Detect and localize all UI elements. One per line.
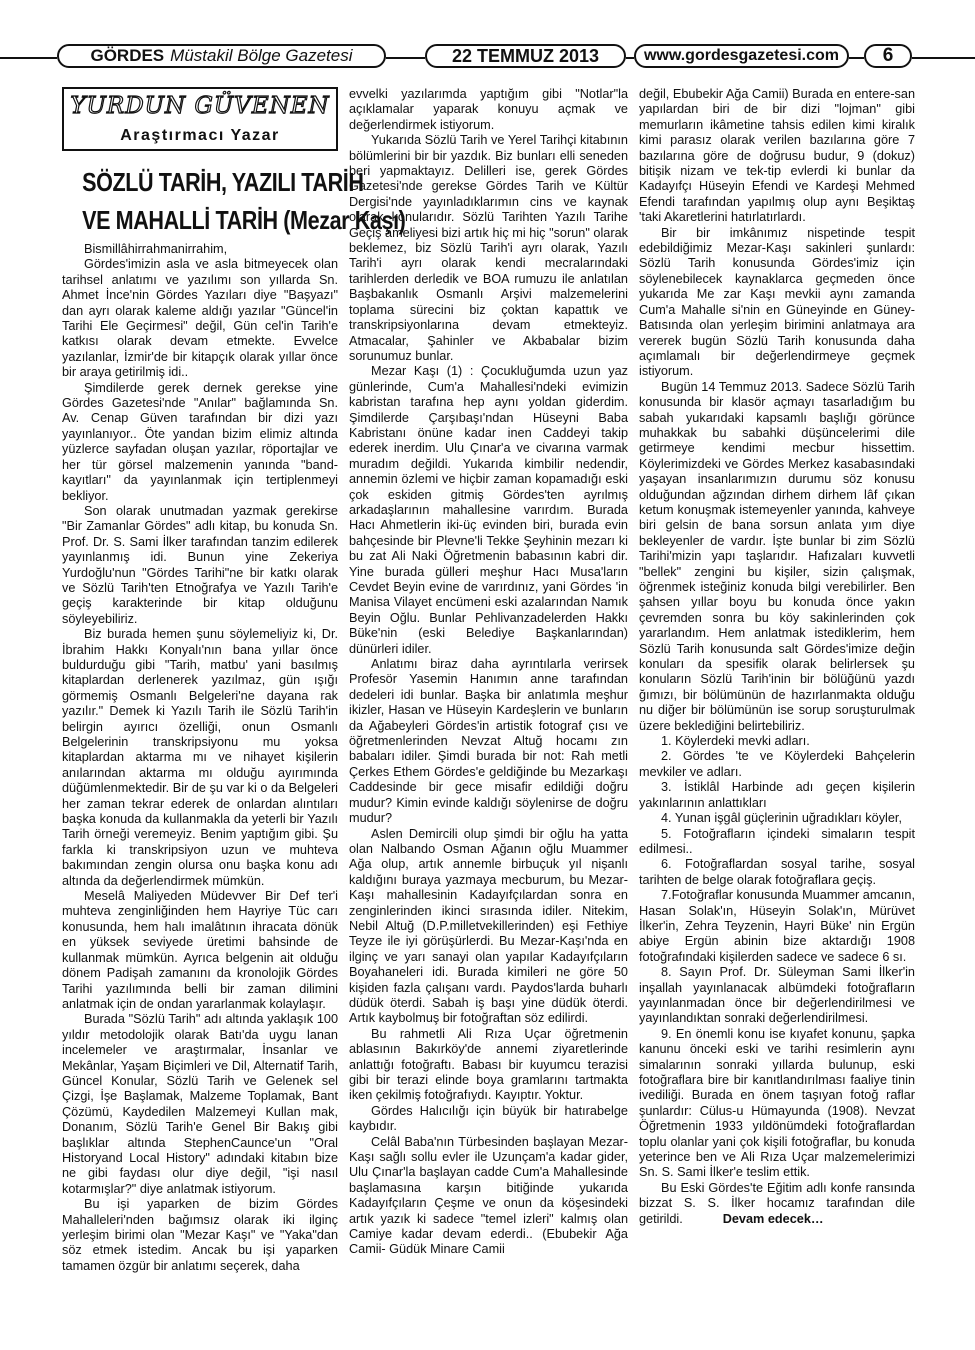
paragraph: Anlatımı biraz daha ayrıntılarla verirsek Profesör Yasemin Hanımın anne tarafından dedeleri idi bunlar. Başka bir anlatımla meşhur ikizler, Hasan ve Hüseyin Kardeşlerin ve bunların da Ağabeyleri Gördes'in artistik fotograf çısı ve öğretmenlerinden Nevzat Altuğ hocamı zın babaları idiler. Şimdi burada bir not: Rah metli Çerkes Ethem Gördes'e geldiğinde bu Mezarkaşı Caddesinde bir gece misafir edildiği doğru mudur? Kimin evinde kaldığı söylenirse de doğru mudur? bbox=[349, 657, 628, 826]
headline-line-2: VE MAHALLİ TARİH (Mezar Kaşı) bbox=[82, 205, 406, 235]
list-item: 3. İstiklâl Harbinde adı geçen kişilerin yakınlarının anlattıkları bbox=[639, 780, 915, 810]
paragraph: Son olarak unutmadan yazmak gerekirse "Bir Zamanlar Gördes" adlı kitap, bu konuda Sn. Prof. Dr. S. Sami İlker tarafından tanzim edilerek yayınlanmış idi. Bunun yine Zekeriya Yurdoğlu'nun "Gördes Tarihi"ne bir katkı olarak ve Sözlü Tarih'ten Etnoğrafya ve Yazılı Tarih'e geçiş karakterinde bir kitap olduğunu söyleyebiliriz. bbox=[62, 503, 338, 626]
paragraph: Bu işi yaparken de bizim Gördes Mahalleleri'nden bağımsız olarak iki ilginç yerleşim birimi olan "Mezar Kaşı" ve "Yaka"dan söz etmek istedim. Ancak bu işi yaparken tamamen özgür bir anlatımı seçerek, daha bbox=[62, 1197, 338, 1273]
paragraph: Aslen Demircili olup şimdi bir oğlu ha yatta olan Nalbando Osman Ağanın oğlu Muammer Ağa olup, artık annemle birbuçuk yıl nişanlı kaldığını buraya yazmaya mecburum, bu Mezar-Kaşı mahallesinin Kadayıfçılardan sonra en zenginlerinden ikinci sırasında idiler. Nitekim, Nebil Altuğ (D.P.milletvekillerinden) eşi Fethiye Teyze ile iyi görüşürlerdi. Bu Mezar-Kaşı'nda en ilginç ve yarı sanayi olan yapılar Kadayıfçıların Boyahaneleri idi. Burada kimileri ne göre 50 kişiden fazla çalışanı vardı. Paydos'larda buharlı düdük öterdi. Sabah iş başı yine düdük öterdi. Artık kaybolmuş bir fotoğraftan söz edilirdi. bbox=[349, 826, 628, 1026]
header-rule bbox=[386, 57, 425, 59]
paragraph: Şimdilerde gerek dernek gerekse yine Gördes Gazetesi'nde "Anılar" bağlamında Sn. Av. Cenap Güven tarafından bir dizi yazı yayınlanıyor.. Öte yandan bizim elimiz altında yüzlerce sayfadan oluşan yazılar, röportajlar ve her tür görsel malzemenin yanında "band-kayıtları" da yayınlanmak için tertiplenmeyi bekliyor. bbox=[62, 380, 338, 503]
paragraph: Mezar Kaşı (1) : Çocukluğumda uzun yaz günlerinde, Cum'a Mahallesi'ndeki evimizin kabristan tarafına hep aynı yoldan giderdim. Şimdilerde Çarşıbaşı'ndan Hüseyni Baba Kabristanı önüne kadar inen Caddeyi takip ederek inerdim. Ulu Çınar'a ve civarına varmak muradım değildi. Yukarıda kimbilir nedendir, annemin özlemi ve hiçbir zaman kopamadığı eski çok eskiden gitmiş Gördes'ten ayrılmış arkadaşlarının mahallesine varırdım. Burada Hacı Ahmetlerin iki-üç evinden biri, burada evin bahçesinde bir Plevne'li Tekke Şeyhinin mezarı ki bu zat Ali Naki Öğretmenin babasının kabri dir. Yine burada gülleri meşhur Hacı Musa'ların Cevdet Beyin evine de varırdınız, yani Gördes 'in Manisa Vilayet encümeni eski azalarından Namık Beyin Oğlu. Bunlar Pehlivanzadelerden Hakkı Büke'nin (eski Belediye Başkanlarından) dünürleri idiler. bbox=[349, 364, 628, 656]
paragraph: Gördes Halıcılığı için büyük bir hatırabelge kaybıdır. bbox=[349, 1103, 628, 1134]
paragraph: Bugün 14 Temmuz 2013. Sadece Sözlü Tarih konusunda bir klasör açmayı tasarladığım bu sabah yukarıdaki kapsamlı başlığı görünce muhakkak bu sabahki düşüncelerimi dile getirmeye kendimi mecbur hissettim. Köylerimizdeki ve Gördes Merkez kasabasındaki yaşayan insanlarımızın durumu söz konusu olduğundan ağzından dirhem dirhem lâf çıkan ketum konuşmak istemeyenler yanında, kahveye biri gelsin de bana sorsun anlata yım diye bekleyenler de vardır. İşte bunlar bi zim Sözlü Tarihi'mizin yapı taşlarıdır. Hafızaları kuvvetli "bellek" zengini bu kişiler, sizin çalışmak, öğrenmek isteğiniz konuda bilgi verebilirler. Ben şahsen yıllar boyu bu konuda önce yakın çevremden sonra bu köy sakinlerinden çok yararlandım. Hem anlatmak istediklerim, hem Sözlü Tarih konusunda salt Gördes'imize değin konuları da spesifik olarak belirlersek şu konuların Sözlü Tarih'inin bir bölüğünü yazdı ğımızı, bir bölümünün de hazırlanmakta olduğu nu diğer bir bölümünün ise sorup soruşturulmak üzere beklediğini belirtebiliriz. bbox=[639, 379, 915, 733]
header-rule bbox=[0, 57, 57, 59]
paper-title-pill bbox=[57, 44, 386, 68]
closing-paragraph bbox=[639, 1181, 915, 1227]
paragraph: Celâl Baba'nın Türbesinden başlayan Mezar-Kaşı sağlı sollu evler ile Uzunçam'a kadar gider, Ulu Çınar'la başlayan cadde Cum'a Mahallesinde başlamasına karşın bitiğinde yukarıda Kadayıfçıların Çeşme ve onun da köşesindeki artık yazık ki sadece "temel izleri" kalmış olan Camiye kadar devam ederdi.. (Ebubekir Ağa Camii- Güdük Minare Camii bbox=[349, 1134, 628, 1257]
header-rule bbox=[849, 57, 864, 59]
list-item: 4. Yunan işgâl güçlerinin uğradıkları köyler, bbox=[661, 811, 902, 826]
list-item: 1. Köylerdeki mevki adları. bbox=[661, 734, 810, 749]
issue-date: 22 TEMMUZ 2013 bbox=[425, 44, 626, 68]
headline-line-1: SÖZLÜ TARİH, YAZILI TARİH bbox=[82, 167, 364, 197]
paragraph: Bir bir imkânımız nispetinde tespit edebildiğimiz Mezar-Kaşı sakinleri şunlardı: Sözlü Tarih konusunda Gördes'imiz için söylenebilecek kaynaklarca geçmeden önce yukarıda Me zar Kaşı mevkii aynı zamanda Cum'a Mahalle si'nin en Güneyinde en Güney-Batısında olan yerleşim birimini anlatmaya ara vererek bugün Sözlü Tarih konusunda daha açımlamalı bir değerlendirmeye geçmek istiyorum. bbox=[639, 225, 915, 379]
list-item: 7.Fotoğraflar konusunda Muammer amcanın, Hasan Solak'ın, Hüseyin Solak'ın, Mürüvet İlker'in, Zehra Teyzenin, Hayri Büke' nin Ergün abiye Ergün abinin bize aktardığı 1908 fotoğrafındaki kişilerden sadece ve sadece 6 sı. bbox=[639, 888, 915, 964]
paragraph: Meselâ Maliyeden Müdevver Bir Def ter'i muhteva zenginliğinden hem Hayriye Tüc carı konusunda, hem halı imalâtının ihracata dönük en yüksek seviyede üretimi bahsinde de kullanmak mümkün. Ayrıca belgenin ait olduğu dönem Padişah zamanını da kronolojik Gördes Tarihi yazılımında belli bir zaman dilimini anlatmak için de ondan yararlanmak kolaylaşır. bbox=[62, 889, 338, 1011]
website-url: www.gordesgazetesi.com bbox=[634, 44, 849, 68]
closing-text: Bu Eski Gördes'te Eğitim adlı konfe ransında bizzat S. S. İlker hocamız tarafından dile getirildi. bbox=[639, 1180, 915, 1226]
author-box bbox=[62, 87, 338, 151]
list-item: 5. Fotoğrafların içindeki simaların tespit edilmesi.. bbox=[639, 826, 915, 856]
article-headline bbox=[82, 163, 406, 239]
page-header bbox=[0, 38, 975, 78]
list-item: 8. Sayın Prof. Dr. Süleyman Sami İlker'in inşallah yayınlanacak albümdeki fotoğrafların yayınlanmadan önce bir değerlendirilmesi ve yayınlandıktan sonraki değerlendirilmesi. bbox=[639, 965, 915, 1026]
paper-name: GÖRDES bbox=[90, 46, 165, 65]
paragraph: Gördes'imizin asla ve asla bitmeyecek olan tarihsel anlatımı ve yazılımı son yıllarda Sn. Ahmet İnce'nin Gördes Yazıları diye "Başyazı" dan ayrı olarak kaleme aldığı yazılar "Güncel'in Tarihi Ele Geçirmesi" değil, Gün cel'in Tarih'e katkısı olarak devam etmekte. Evvelce yazılanlar, İzmir'de bir kitapçık olarak yıllar önce bir araya getirilmiş idi.. bbox=[62, 257, 338, 380]
article-column-3 bbox=[639, 87, 915, 1227]
paper-subtitle: Müstakil Bölge Gazetesi bbox=[170, 46, 353, 65]
paragraph: Bismillâhirrahmanirrahim, bbox=[84, 242, 228, 256]
author-role: Araştırmacı Yazar bbox=[120, 127, 280, 144]
header-rule bbox=[626, 57, 634, 59]
paragraph: Yukarıda Sözlü Tarih ve Yerel Tarihçi kitabının bölümlerini bir bir yazdık. Biz bunları elli seneden beri yapmaktayız. Delilleri ise, gerek Gördes Gazetesi'nde gerekse Gördes Tarih ve Kültür Dergisi'nde yayınladıklarımın cins ve kaynak olarak konularıdır. Sözlü Tarihten Yazılı Tarihe Geçiş ameliyesi bizi artık hiç mi hiç "sorun" olarak beklemez, biz Sözlü Tarih'i ayrı olarak, Yazılı Tarih'i ayrı olarak kendi mecralarındaki tarihlerden derledik ve BOA rumuzu ile anlatılan Başbakanlık Osmanlı Arşivi malzemelerini toplama sürecini biz çoktan kapattık ve transkripsiyonlarına devam etmekteyiz. Atmacalar, Şahinler ve Akbabalar bizim sorunumuz bunlar. bbox=[349, 133, 628, 363]
header-rule bbox=[912, 57, 975, 59]
paragraph: Biz burada hemen şunu söylemeliyiz ki, Dr. İbrahim Hakkı Konyalı'nın bana yıllar önce buldurduğu gibi "Tarih, matbu' yani basılmış kitaplardan derlenerek yazılmaz, gün ışığı görmemiş Osmanlı Belgeleri'ne dayana rak yazılır." Demek ki Yazılı Tarih ile Sözlü Tarih'in belirgin ayırıcı özelliği, onun Osmanlı Belgelerinin transkripsiyonu mu yoksa kitaplardan aktarma mı ve nihayet kişilerin anılarından aktarma mı olduğu ayırımında düğümlenmektedir. Bir de şu var ki o da Belgeleri her zaman tekrar ederek de onlardan alıntıları başka konuda da kullanmakla da yeterli bir Yazılı Tarih örneği veremeyiz. Benim yaptığım gibi. Şu farkla ki transkripsiyon uzun ve muhteva bakımından zengin olursa onu başka konu adı altında da değerlendirmek mümkün. bbox=[62, 627, 338, 888]
paragraph: evvelki yazılarımda yaptığım gibi "Notlar"la açıklamalar yaparak konuyu açmak ve değerlendirmek istiyorum. bbox=[349, 87, 628, 132]
paragraph: Bu rahmetli Ali Rıza Uçar öğretmenin ablasının Bakırköy'de annemi ziyaretlerinde anlattığı fotoğraftı. Babası bir kuyumcu terazisi gibi bir terazi elinde boya gramlarını tartmakta iken çekilmiş fotoğrafıydı. Kayıptır. Yoktur. bbox=[349, 1026, 628, 1103]
author-name: YURDUN GÜVENEN bbox=[70, 93, 330, 119]
paragraph: Burada "Sözlü Tarih" adı altında yaklaşık 100 yıldır metodolojik olarak Batı'da uygu lanan incelemeler ve araştırmalar, İnsanlar ve Mekânlar, Yaşam Biçimleri ve Dil, Alternatif Tarih, Güncel Konular, Sözlü Tarih ve Gelenek sel Çizgi, İşe Başlamak, Malzeme Toplamak, Bant Çözümü, Kaydedilen Malzemeyi Kullan mak, Donanım, Sözlü Tarih'e Genel Bir Bakış gibi başlıklar altında StephenCaunce'un "Oral Historyand Local History" adındaki kitabın bize ne gibi faydası olur diye değil, "işi nasıl kotarmışlar?" diye anlatmak istiyorum. bbox=[62, 1012, 338, 1196]
article-column-2 bbox=[349, 87, 628, 1258]
article-column-1 bbox=[62, 242, 338, 1274]
continued-note: Devam edecek… bbox=[722, 1211, 824, 1226]
paragraph: değil, Ebubekir Ağa Camii) Burada en entere-san yapılardan biri de bir dizi "lojman" gibi memurların ikâmetine tahsis edilen kimi kiralık kimi parasız olarak verilen bazılarına göre 7 bazılarına göre de doğrusu budur, 9 (dokuz) bitişik nizam ve tek-tip evlerdi ki bunlar da Kadayıfçı Hüseyin Efendi ve Kardeşi Mehmed Efendi tarafından yapılmış olup aynı Beşiktaş 'taki Akaretlerini hatırlatırlardı. bbox=[639, 87, 915, 225]
list-item: 6. Fotoğraflardan sosyal tarihe, sosyal tarihten de belge olarak fotoğraflara geçiş. bbox=[639, 857, 915, 887]
list-item: 2. Gördes 'te ve Köylerdeki Bahçelerin mevkiler ve adları. bbox=[639, 749, 915, 779]
list-item: 9. En önemli konu ise kıyafet konunu, şapka kanunu önceki eski ve tarihi resimlerin aynı simalarının sonraki yıllarda bulunup, eski fotoğraflara bire bir kanıtlandırılması faaliye tinin ivediliği. Burada en önem taşıyan fotoğ raflar şunlardır: Cülus-u Hümayunda (1908). Nevzat Öğretmenin 1933 yıldönümdeki fotoğraflardan toplu olanlar yani çok kişili fotoğraflar, bu konuda yeterince ben ve Ali Rıza Uçar malzemelerimizi Sn. S. Sami İlker'e teslim ettik. bbox=[639, 1026, 915, 1180]
page-number: 6 bbox=[864, 44, 912, 68]
